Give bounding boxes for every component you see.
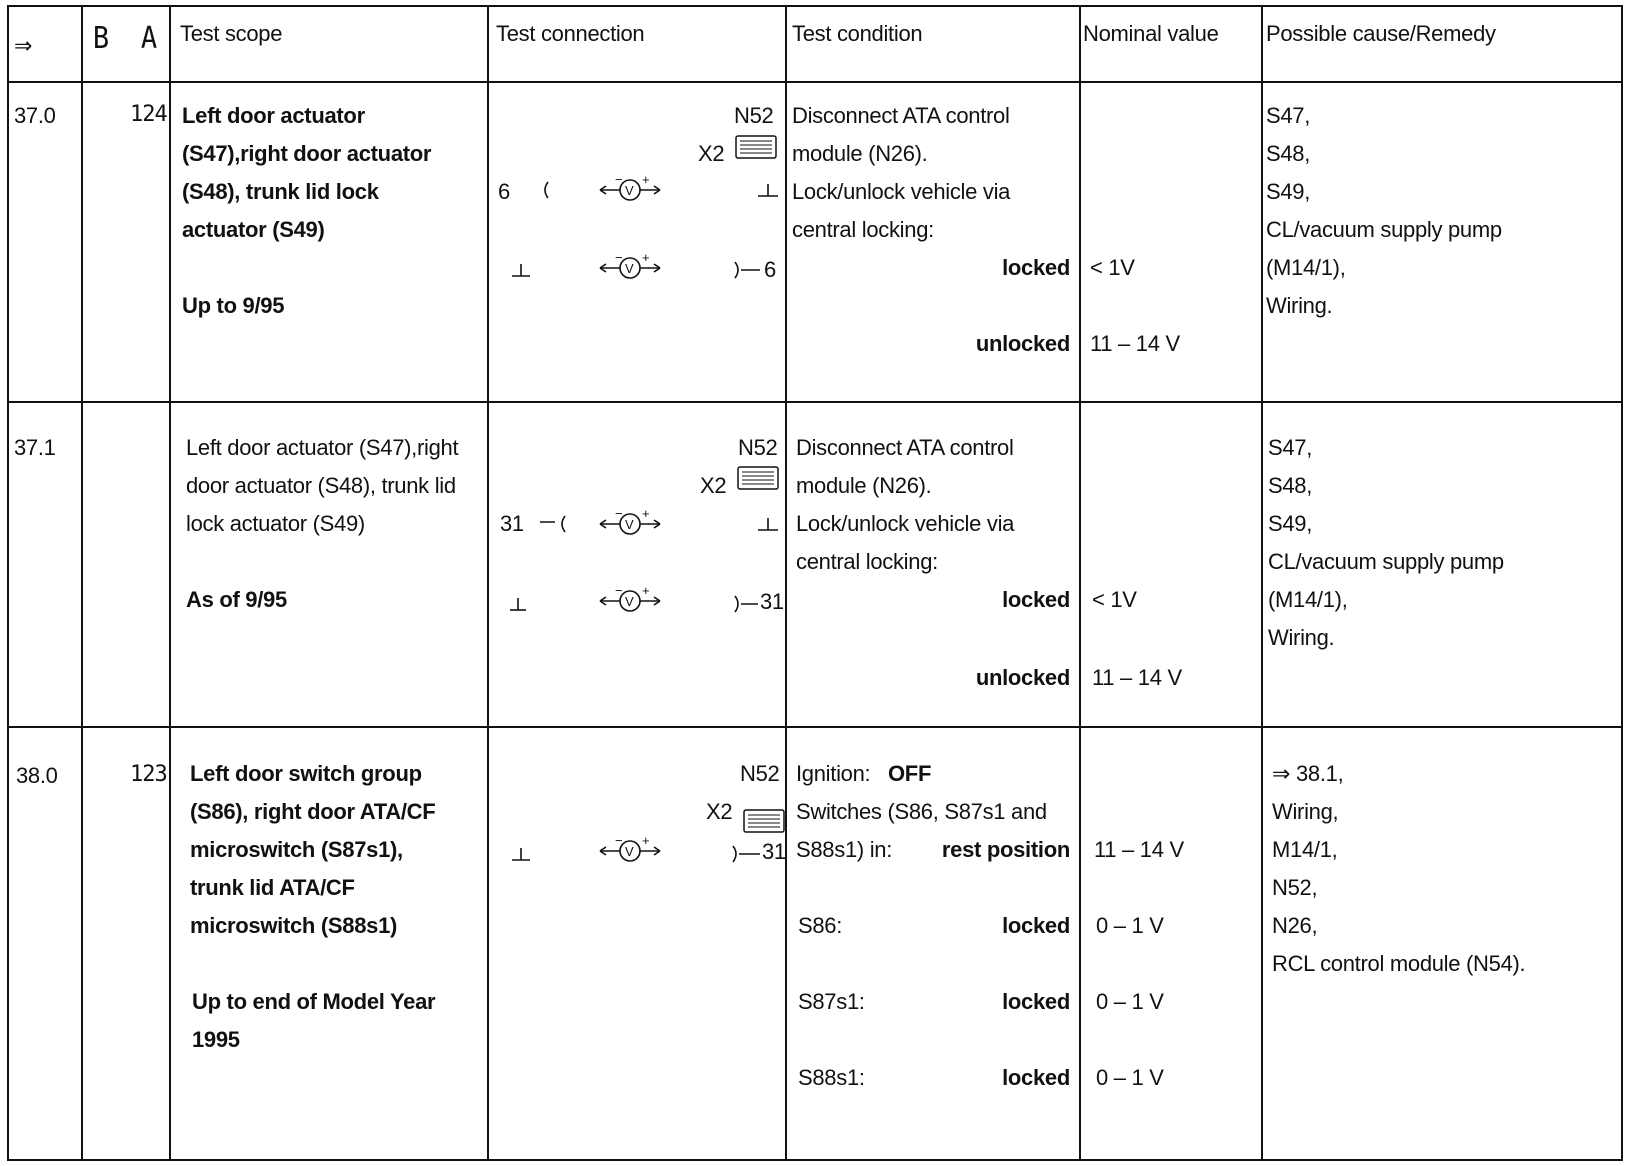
- scope-line: actuator (S49): [182, 217, 325, 242]
- svg-text:V: V: [625, 183, 634, 198]
- scope-line: door actuator (S48), trunk lid: [186, 473, 456, 498]
- pin-left: 31: [500, 511, 524, 536]
- nominal-value: 0 – 1 V: [1096, 1065, 1164, 1090]
- connector-icon: [736, 136, 776, 158]
- switch-label: S86:: [798, 913, 843, 938]
- scope-line: lock actuator (S49): [186, 511, 365, 536]
- svg-text:V: V: [625, 844, 634, 859]
- svg-text:−: −: [615, 172, 623, 187]
- row-code: 124: [130, 102, 167, 127]
- condition-line: module (N26).: [796, 473, 932, 498]
- remedy-line: S48,: [1268, 473, 1313, 498]
- row-code: 123: [130, 762, 167, 787]
- condition-state: unlocked: [975, 331, 1070, 356]
- scope-line: microswitch (S88s1): [190, 913, 398, 938]
- scope-line: (S48), trunk lid lock: [182, 179, 379, 204]
- nominal-value: < 1V: [1092, 587, 1137, 612]
- scope-note: As of 9/95: [186, 587, 287, 612]
- condition-line: module (N26).: [792, 141, 928, 166]
- plug-label: X2: [700, 473, 727, 498]
- ground-icon: [758, 184, 778, 196]
- condition-state: locked: [1002, 989, 1070, 1014]
- remedy-line: S47,: [1266, 103, 1311, 128]
- ground-icon: [510, 598, 526, 610]
- svg-text:+: +: [642, 833, 650, 848]
- remedy-line: CL/vacuum supply pump: [1268, 549, 1504, 574]
- condition-state: locked: [1002, 913, 1070, 938]
- condition-line: Disconnect ATA control: [792, 103, 1010, 128]
- remedy-line: (M14/1),: [1268, 587, 1348, 612]
- scope-line: (S47),right door actuator: [182, 141, 432, 166]
- remedy-line: RCL control module (N54).: [1272, 951, 1526, 976]
- svg-text:V: V: [625, 517, 634, 532]
- condition-line: Disconnect ATA control: [796, 435, 1014, 460]
- svg-text:+: +: [642, 172, 650, 187]
- plug-label: X2: [706, 799, 733, 824]
- row-step-number: 38.0: [16, 763, 58, 788]
- remedy-line: S48,: [1266, 141, 1311, 166]
- remedy-line: N52,: [1272, 875, 1318, 900]
- remedy-line: S49,: [1268, 511, 1313, 536]
- svg-text:−: −: [615, 506, 623, 521]
- svg-text:+: +: [642, 250, 650, 265]
- ignition-label: Ignition:: [796, 761, 871, 786]
- header-test-scope: Test scope: [180, 21, 283, 46]
- connector-icon: [744, 810, 784, 832]
- condition-state: locked: [1002, 587, 1070, 612]
- socket-icon: [540, 516, 565, 532]
- module-label: N52: [740, 761, 780, 786]
- remedy-line: Wiring.: [1268, 625, 1335, 650]
- header-nominal-value: Nominal value: [1083, 21, 1219, 46]
- row-step-number: 37.0: [14, 103, 56, 128]
- nominal-value: 11 – 14 V: [1094, 837, 1184, 862]
- condition-state: locked: [1002, 1065, 1070, 1090]
- header-arrow: ⇒: [14, 33, 33, 58]
- plug-icon: [735, 262, 760, 278]
- scope-line: Left door actuator (S47),right: [186, 435, 459, 460]
- scope-line: Left door switch group: [190, 761, 422, 786]
- socket-icon: [545, 182, 548, 198]
- remedy-line: (M14/1),: [1266, 255, 1346, 280]
- module-label: N52: [738, 435, 778, 460]
- pin-right: 31: [760, 589, 784, 614]
- header-test-connection: Test connection: [496, 21, 645, 46]
- condition-state: unlocked: [975, 665, 1070, 690]
- ground-icon: [758, 518, 778, 530]
- nominal-value: 0 – 1 V: [1096, 913, 1164, 938]
- scope-note: Up to end of Model Year: [192, 989, 436, 1014]
- header-possible-cause: Possible cause/Remedy: [1266, 21, 1496, 46]
- svg-text:−: −: [615, 833, 623, 848]
- plug-icon: [733, 846, 760, 862]
- connector-icon: [738, 467, 778, 489]
- remedy-line: S47,: [1268, 435, 1313, 460]
- svg-text:−: −: [615, 250, 623, 265]
- nominal-value: 11 – 14 V: [1092, 665, 1182, 690]
- nominal-value: 11 – 14 V: [1090, 331, 1180, 356]
- switch-label: S87s1:: [798, 989, 865, 1014]
- remedy-line: CL/vacuum supply pump: [1266, 217, 1502, 242]
- remedy-line: S49,: [1266, 179, 1311, 204]
- pin-right: 31: [762, 839, 786, 864]
- svg-text:+: +: [642, 506, 650, 521]
- scope-line: (S86), right door ATA/CF: [190, 799, 436, 824]
- header-test-condition: Test condition: [792, 21, 923, 46]
- remedy-line: M14/1,: [1272, 837, 1338, 862]
- remedy-line: Wiring,: [1272, 799, 1339, 824]
- scope-note: 1995: [192, 1027, 240, 1052]
- condition-state: locked: [1002, 255, 1070, 280]
- condition-line: S88s1) in:: [796, 837, 893, 862]
- plug-icon: [735, 596, 758, 612]
- scope-line: trunk lid ATA/CF: [190, 875, 355, 900]
- module-label: N52: [734, 103, 774, 128]
- row-step-number: 37.1: [14, 435, 56, 460]
- header-code-a: A: [140, 21, 157, 56]
- condition-line: Lock/unlock vehicle via: [796, 511, 1015, 536]
- header-code-b: B: [92, 21, 109, 56]
- condition-line: central locking:: [792, 217, 934, 242]
- remedy-line: ⇒ 38.1,: [1272, 761, 1344, 786]
- pin-right: 6: [764, 257, 776, 282]
- ignition-value: OFF: [888, 761, 932, 786]
- nominal-value: 0 – 1 V: [1096, 989, 1164, 1014]
- remedy-line: Wiring.: [1266, 293, 1333, 318]
- scope-line: Left door actuator: [182, 103, 365, 128]
- svg-text:V: V: [625, 261, 634, 276]
- remedy-line: N26,: [1272, 913, 1318, 938]
- svg-text:+: +: [642, 583, 650, 598]
- scope-line: microswitch (S87s1),: [190, 837, 403, 862]
- switch-label: S88s1:: [798, 1065, 865, 1090]
- condition-line: Lock/unlock vehicle via: [792, 179, 1011, 204]
- svg-text:V: V: [625, 594, 634, 609]
- condition-state: rest position: [941, 837, 1070, 862]
- nominal-value: < 1V: [1090, 255, 1135, 280]
- ground-icon: [512, 264, 530, 276]
- condition-line: central locking:: [796, 549, 938, 574]
- svg-text:−: −: [615, 583, 623, 598]
- ground-icon: [512, 848, 530, 860]
- scope-note: Up to 9/95: [182, 293, 285, 318]
- condition-line: Switches (S86, S87s1 and: [796, 799, 1047, 824]
- pin-left: 6: [498, 179, 510, 204]
- plug-label: X2: [698, 141, 725, 166]
